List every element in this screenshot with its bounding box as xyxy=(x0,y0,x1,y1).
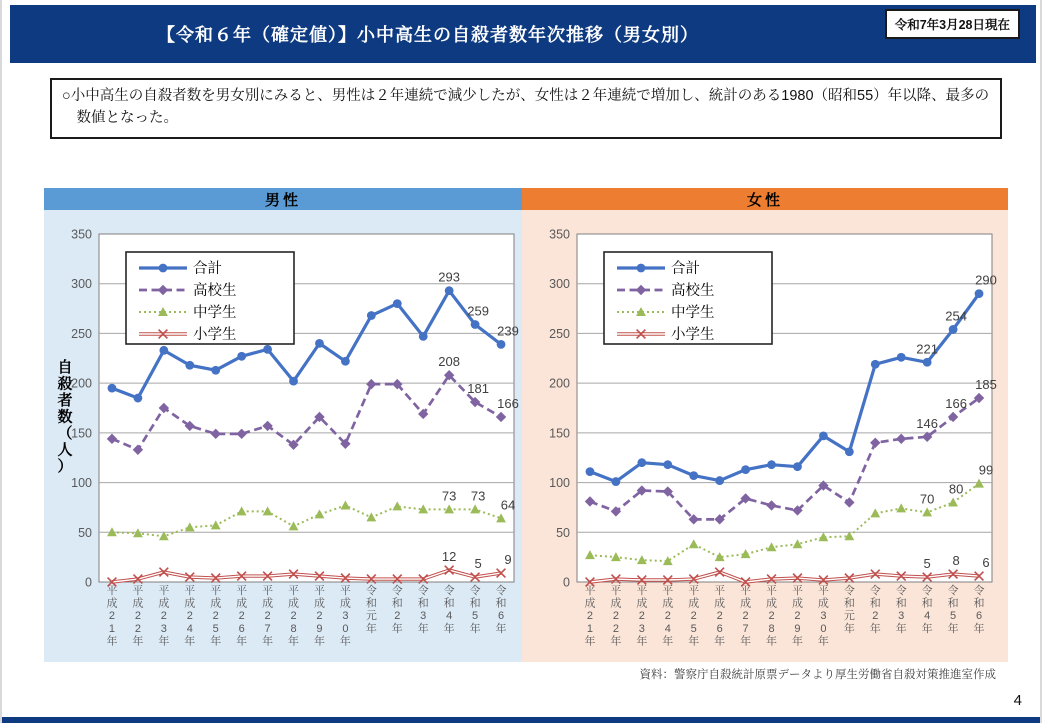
svg-text:293: 293 xyxy=(438,269,461,285)
svg-text:254: 254 xyxy=(945,308,967,324)
svg-text:0: 0 xyxy=(563,575,570,590)
summary-box xyxy=(50,78,1002,139)
svg-text:平成21年: 平成 2 1 年 xyxy=(584,585,596,648)
svg-text:208: 208 xyxy=(438,354,461,370)
svg-text:64: 64 xyxy=(500,497,516,513)
svg-text:100: 100 xyxy=(71,476,92,491)
charts-container xyxy=(44,188,1008,662)
page-title: 【令和６年（確定値）】小中高生の自殺者数年次推移（男女別） xyxy=(157,25,699,45)
svg-text:99: 99 xyxy=(978,462,994,478)
svg-text:8: 8 xyxy=(952,553,960,569)
svg-text:令和2年: 令和 2 年 xyxy=(869,585,881,635)
svg-text:350: 350 xyxy=(549,227,570,242)
svg-text:平成30年: 平成 3 0 年 xyxy=(817,585,829,648)
svg-text:平成23年: 平成 2 3 年 xyxy=(636,585,648,648)
svg-text:259: 259 xyxy=(467,303,489,319)
svg-text:150: 150 xyxy=(549,426,570,441)
svg-text:166: 166 xyxy=(945,395,967,411)
svg-text:73: 73 xyxy=(470,488,486,504)
svg-text:100: 100 xyxy=(549,476,570,491)
line-chart-male xyxy=(44,210,522,662)
svg-text:166: 166 xyxy=(497,395,519,411)
svg-text:250: 250 xyxy=(71,326,92,341)
svg-text:自殺者数（人）: 自殺者数（人） xyxy=(57,359,73,475)
date-note: 令和7年3月28日現在 xyxy=(885,9,1020,39)
svg-text:令和5年: 令和 5 年 xyxy=(947,585,959,635)
svg-text:80: 80 xyxy=(948,481,964,497)
svg-text:合計: 合計 xyxy=(193,261,222,277)
svg-text:令和2年: 令和 2 年 xyxy=(391,585,403,635)
svg-text:平成25年: 平成 2 5 年 xyxy=(688,585,700,648)
source-note: 資料：警察庁自殺統計原票データより厚生労働省自殺対策推進室作成 xyxy=(639,669,996,681)
svg-text:平成22年: 平成 2 2 年 xyxy=(132,585,144,648)
svg-text:平成27年: 平成 2 7 年 xyxy=(262,585,274,648)
svg-text:12: 12 xyxy=(441,549,457,565)
svg-text:平成28年: 平成 2 8 年 xyxy=(288,585,300,648)
svg-text:平成29年: 平成 2 9 年 xyxy=(791,585,803,648)
svg-text:小学生: 小学生 xyxy=(671,327,715,343)
chart-title-female: 女性 xyxy=(522,188,1008,210)
svg-text:令和4年: 令和 4 年 xyxy=(443,585,455,635)
svg-text:6: 6 xyxy=(982,555,990,571)
svg-text:239: 239 xyxy=(497,323,519,339)
svg-text:200: 200 xyxy=(549,376,570,391)
svg-text:平成23年: 平成 2 3 年 xyxy=(158,585,170,648)
svg-text:185: 185 xyxy=(975,377,997,393)
svg-text:70: 70 xyxy=(919,491,935,507)
svg-text:令和元年: 令和元年 xyxy=(843,585,855,635)
svg-text:146: 146 xyxy=(916,415,939,431)
svg-text:5: 5 xyxy=(474,556,482,572)
summary-text: ○小中高生の自殺者数を男女別にみると、男性は２年連続で減少したが、女性は２年連続で増加し、統計のある1980（昭和55）年以降、最多の数値となった。 xyxy=(62,88,990,126)
svg-text:5: 5 xyxy=(923,556,931,572)
svg-text:令和6年: 令和 6 年 xyxy=(495,585,507,635)
bottom-bar xyxy=(2,717,1042,723)
svg-text:300: 300 xyxy=(549,277,570,292)
svg-text:高校生: 高校生 xyxy=(193,283,237,299)
svg-text:令和6年: 令和 6 年 xyxy=(973,585,985,635)
svg-text:221: 221 xyxy=(916,341,939,357)
svg-text:平成30年: 平成 3 0 年 xyxy=(339,585,351,648)
svg-text:令和5年: 令和 5 年 xyxy=(469,585,481,635)
title-bar xyxy=(10,5,1036,63)
svg-text:平成26年: 平成 2 6 年 xyxy=(714,585,726,648)
svg-text:平成24年: 平成 2 4 年 xyxy=(662,585,674,648)
svg-text:350: 350 xyxy=(71,227,92,242)
svg-text:中学生: 中学生 xyxy=(671,305,715,321)
svg-text:0: 0 xyxy=(85,575,92,590)
svg-text:平成24年: 平成 2 4 年 xyxy=(184,585,196,648)
svg-text:181: 181 xyxy=(467,381,489,397)
svg-text:令和3年: 令和 3 年 xyxy=(417,585,429,635)
svg-text:平成21年: 平成 2 1 年 xyxy=(106,585,118,648)
svg-text:50: 50 xyxy=(556,525,570,540)
svg-text:平成29年: 平成 2 9 年 xyxy=(313,585,325,648)
line-chart-female xyxy=(522,210,1008,662)
svg-text:平成22年: 平成 2 2 年 xyxy=(610,585,622,648)
svg-text:150: 150 xyxy=(71,426,92,441)
svg-text:高校生: 高校生 xyxy=(671,283,715,299)
svg-text:300: 300 xyxy=(71,277,92,292)
svg-text:200: 200 xyxy=(71,376,92,391)
page-number: 4 xyxy=(1013,692,1022,709)
svg-text:50: 50 xyxy=(78,525,92,540)
svg-text:中学生: 中学生 xyxy=(193,305,237,321)
svg-text:250: 250 xyxy=(549,326,570,341)
svg-text:令和3年: 令和 3 年 xyxy=(895,585,907,635)
svg-text:290: 290 xyxy=(975,272,997,288)
chart-panel-male xyxy=(44,188,522,662)
chart-female xyxy=(522,210,1008,662)
svg-text:小学生: 小学生 xyxy=(193,327,237,343)
svg-text:73: 73 xyxy=(441,488,457,504)
svg-text:令和4年: 令和 4 年 xyxy=(921,585,933,635)
svg-text:合計: 合計 xyxy=(671,261,700,277)
svg-text:平成28年: 平成 2 8 年 xyxy=(766,585,778,648)
svg-text:9: 9 xyxy=(504,552,512,568)
chart-panel-female xyxy=(522,188,1008,662)
svg-text:令和元年: 令和元年 xyxy=(365,585,377,635)
svg-text:平成27年: 平成 2 7 年 xyxy=(740,585,752,648)
svg-text:平成26年: 平成 2 6 年 xyxy=(236,585,248,648)
chart-title-male: 男性 xyxy=(44,188,522,210)
svg-text:平成25年: 平成 2 5 年 xyxy=(210,585,222,648)
chart-male xyxy=(44,210,522,662)
